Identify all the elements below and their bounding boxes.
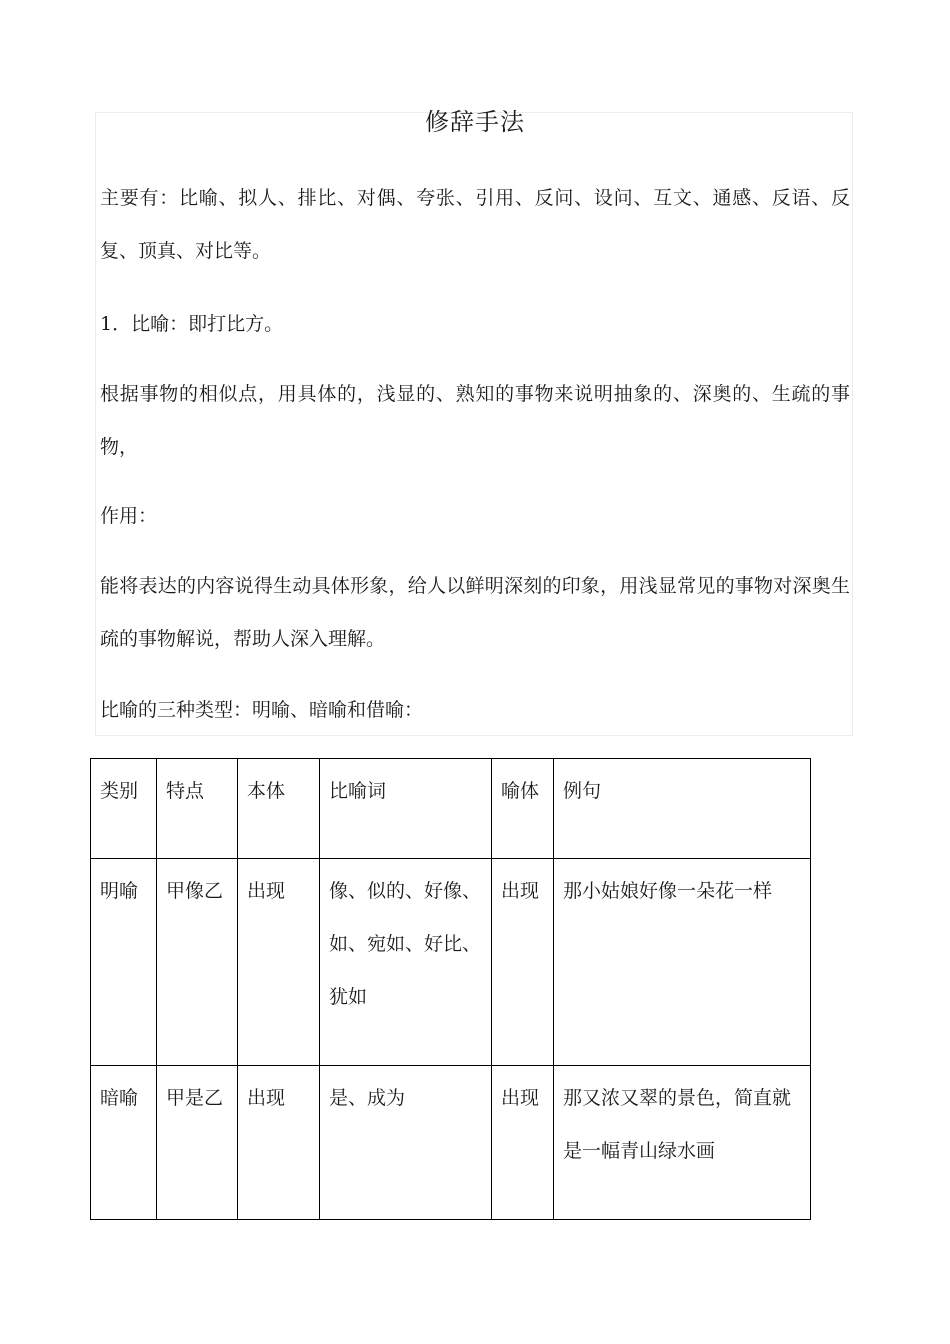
table-cell: 是、成为 [320, 1066, 492, 1220]
role-paragraph: 能将表达的内容说得生动具体形象，给人以鲜明深刻的印象，用浅显常见的事物对深奥生疏的事物解说，帮助人深入理解。 [100, 575, 850, 650]
table-cell: 明喻 [91, 859, 157, 1066]
section-heading-metaphor: 1．比喻：即打比方。 [100, 313, 284, 335]
table-cell: 暗喻 [91, 1066, 157, 1220]
header-cell: 喻体 [492, 759, 554, 859]
header-cell: 特点 [157, 759, 238, 859]
table-cell: 出现 [492, 859, 554, 1066]
table-cell: 甲是乙 [157, 1066, 238, 1220]
table-cell: 像、似的、好像、如、宛如、好比、犹如 [320, 859, 492, 1066]
page-title: 修辞手法 [425, 108, 525, 136]
intro-paragraph: 主要有：比喻、拟人、排比、对偶、夸张、引用、反问、设问、互文、通感、反语、反复、顶真、对比等。 [100, 187, 850, 262]
metaphor-types-table [90, 758, 811, 1220]
header-cell: 本体 [238, 759, 320, 859]
role-heading: 作用： [100, 505, 158, 527]
header-cell: 类别 [91, 759, 157, 859]
header-cell: 例句 [554, 759, 811, 859]
table-cell: 那又浓又翠的景色，简直就是一幅青山绿水画 [554, 1066, 811, 1220]
table-cell: 出现 [238, 859, 320, 1066]
table-cell: 甲像乙 [157, 859, 238, 1066]
types-paragraph: 比喻的三种类型：明喻、暗喻和借喻： [100, 699, 424, 721]
table-row [91, 859, 811, 1066]
table-row [91, 1066, 811, 1220]
table-cell: 出现 [492, 1066, 554, 1220]
table-cell: 出现 [238, 1066, 320, 1220]
table-cell: 那小姑娘好像一朵花一样 [554, 859, 811, 1066]
definition-paragraph: 根据事物的相似点，用具体的，浅显的、熟知的事物来说明抽象的、深奥的、生疏的事物， [100, 383, 850, 458]
header-cell: 比喻词 [320, 759, 492, 859]
table-header-row [91, 759, 811, 859]
